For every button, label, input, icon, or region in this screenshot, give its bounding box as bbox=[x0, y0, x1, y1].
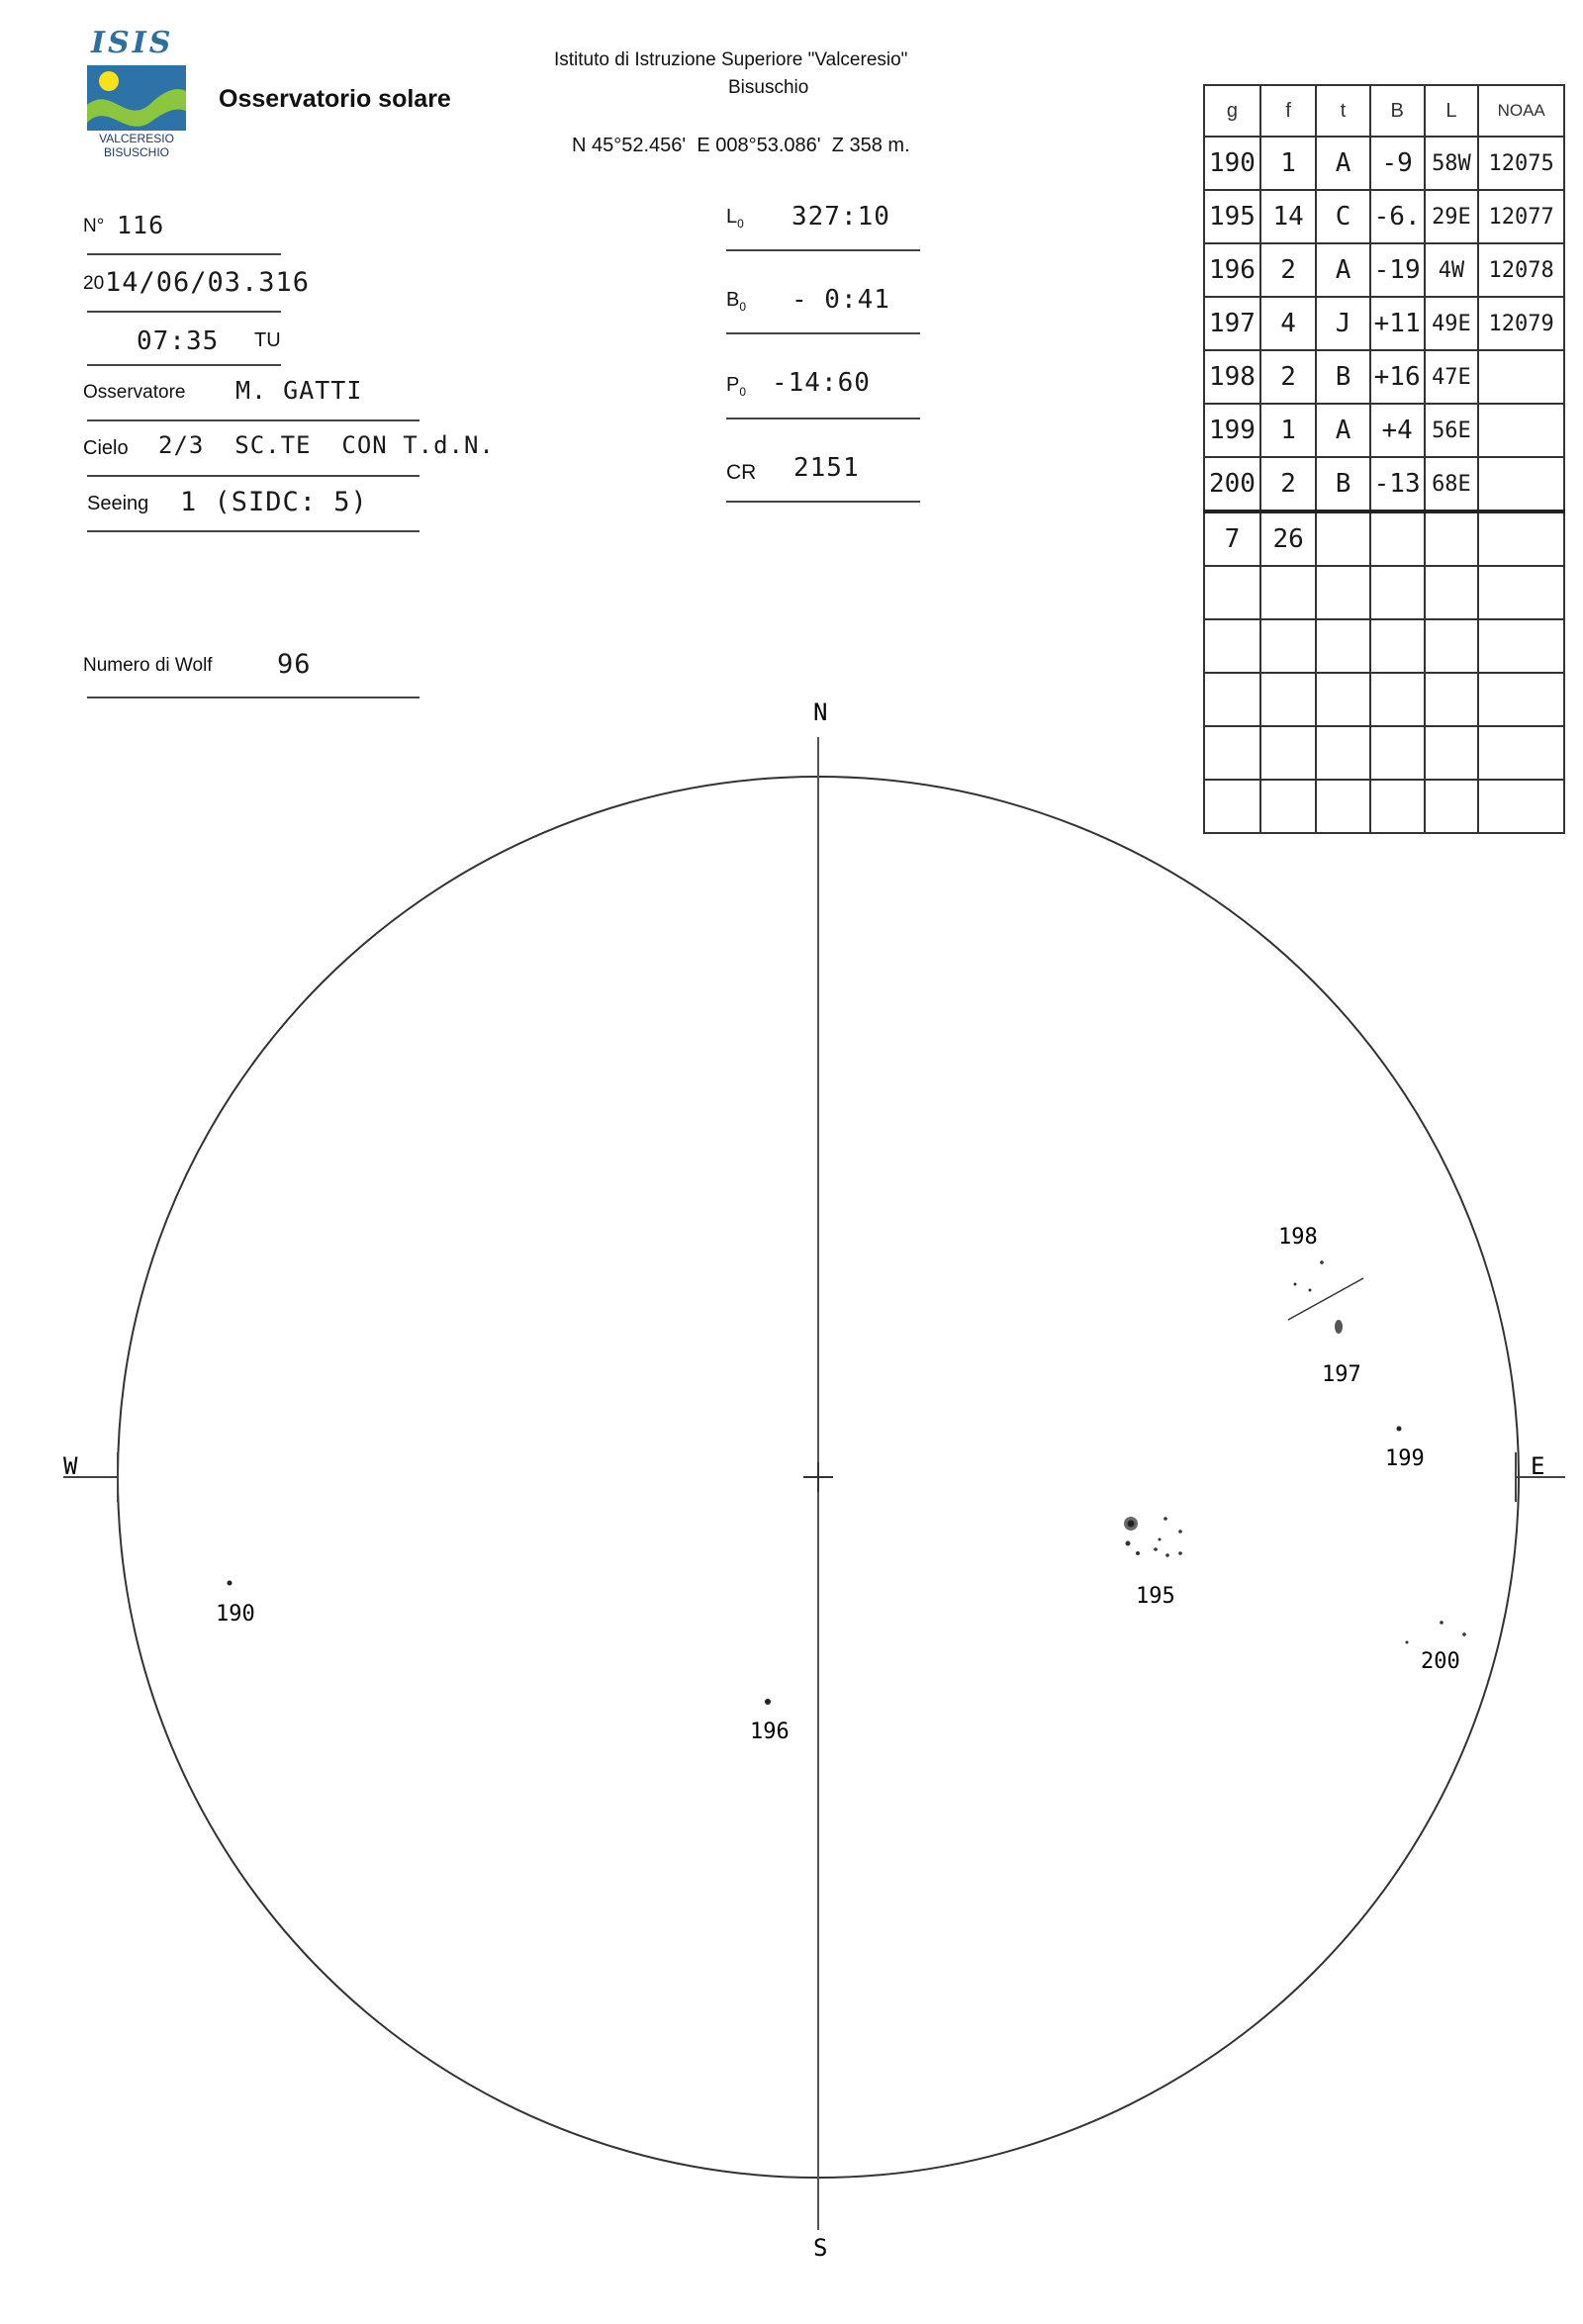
table-cell: 2 bbox=[1260, 243, 1317, 297]
logo-line2: BISUSCHIO bbox=[103, 145, 169, 159]
p0-value: -14:60 bbox=[772, 368, 871, 398]
table-cell: J bbox=[1316, 297, 1369, 350]
group-199-label: 199 bbox=[1385, 1446, 1425, 1471]
table-cell: 195 bbox=[1204, 190, 1260, 243]
table-total-cell: 7 bbox=[1204, 511, 1260, 566]
header-b: B bbox=[1370, 85, 1425, 137]
table-cell: 58W bbox=[1425, 137, 1479, 190]
cr-value: 2151 bbox=[793, 453, 860, 483]
b0-subscript: 0 bbox=[739, 300, 747, 314]
group-200-spot-b bbox=[1462, 1632, 1466, 1636]
table-cell: 56E bbox=[1425, 404, 1479, 457]
table-cell: 2 bbox=[1260, 350, 1317, 404]
group-190-spot bbox=[228, 1581, 233, 1586]
table-cell: 200 bbox=[1204, 457, 1260, 511]
group-190-label: 190 bbox=[216, 1602, 255, 1627]
table-cell: B bbox=[1316, 457, 1369, 511]
table-cell: 49E bbox=[1425, 297, 1479, 350]
table-cell: A bbox=[1316, 137, 1369, 190]
east-label: E bbox=[1531, 1452, 1545, 1480]
group-200-label: 200 bbox=[1421, 1649, 1460, 1674]
table-cell: 4W bbox=[1425, 243, 1479, 297]
obs-time: 07:35 bbox=[137, 326, 220, 356]
table-cell: -13 bbox=[1370, 457, 1425, 511]
obs-number: 116 bbox=[117, 211, 165, 239]
table-cell: -6. bbox=[1370, 190, 1425, 243]
table-cell: 1 bbox=[1260, 404, 1317, 457]
group-198-spot-a bbox=[1320, 1260, 1324, 1264]
table-cell: 4 bbox=[1260, 297, 1317, 350]
group-197-label: 197 bbox=[1322, 1362, 1361, 1387]
header-g: g bbox=[1204, 85, 1260, 137]
l0-letter: L bbox=[726, 206, 738, 228]
p0-subscript: 0 bbox=[739, 385, 747, 399]
obs-date-prefix: 20 bbox=[83, 273, 105, 294]
group-196-label: 196 bbox=[750, 1720, 790, 1744]
l0-subscript: 0 bbox=[737, 217, 744, 231]
table-cell: 12079 bbox=[1478, 297, 1564, 350]
b0-value: - 0:41 bbox=[792, 285, 890, 315]
logo-line1: VALCERESIO bbox=[99, 132, 174, 145]
institute-town: Bisuschio bbox=[728, 77, 809, 98]
group-198-spot-c bbox=[1309, 1289, 1312, 1292]
table-cell: 199 bbox=[1204, 404, 1260, 457]
table-cell: 12077 bbox=[1478, 190, 1564, 243]
b0-letter: B bbox=[726, 289, 740, 311]
table-cell: 47E bbox=[1425, 350, 1479, 404]
wolf-number: 96 bbox=[277, 649, 312, 680]
table-cell: 14 bbox=[1260, 190, 1317, 243]
table-cell: 1 bbox=[1260, 137, 1317, 190]
obs-number-label: N° bbox=[83, 216, 105, 236]
group-200-spot-a bbox=[1440, 1621, 1443, 1625]
l0-value: 327:10 bbox=[792, 202, 890, 232]
obs-time-unit: TU bbox=[254, 329, 281, 351]
group-198-separator bbox=[1288, 1278, 1363, 1320]
seeing-label: Seeing bbox=[87, 493, 149, 514]
group-197-spot bbox=[1335, 1320, 1343, 1334]
header-noaa: NOAA bbox=[1478, 85, 1564, 137]
table-cell: 190 bbox=[1204, 137, 1260, 190]
table-cell: 197 bbox=[1204, 297, 1260, 350]
group-198-spot-b bbox=[1294, 1283, 1297, 1286]
group-196-spot bbox=[765, 1699, 771, 1705]
group-195-label: 195 bbox=[1136, 1584, 1175, 1609]
sky-value: 2/3 SC.TE CON T.d.N. bbox=[158, 431, 495, 459]
table-total-cell: 26 bbox=[1260, 511, 1317, 566]
south-label: S bbox=[813, 2234, 828, 2262]
logo-mark: ISIS bbox=[91, 26, 174, 60]
group-199-spot bbox=[1397, 1427, 1402, 1432]
table-cell: 29E bbox=[1425, 190, 1479, 243]
observer-name: M. GATTI bbox=[235, 376, 363, 405]
station-coordinates: N 45°52.456' E 008°53.086' Z 358 m. bbox=[572, 135, 910, 156]
table-cell: +4 bbox=[1370, 404, 1425, 457]
cr-label: CR bbox=[726, 461, 757, 484]
table-cell: 12075 bbox=[1478, 137, 1564, 190]
table-cell: 2 bbox=[1260, 457, 1317, 511]
west-label: W bbox=[63, 1452, 78, 1480]
wolf-label: Numero di Wolf bbox=[83, 655, 213, 676]
table-cell: 198 bbox=[1204, 350, 1260, 404]
table-cell: A bbox=[1316, 243, 1369, 297]
header-t: t bbox=[1316, 85, 1369, 137]
table-cell: 68E bbox=[1425, 457, 1479, 511]
table-cell: 196 bbox=[1204, 243, 1260, 297]
p0-letter: P bbox=[726, 374, 740, 396]
group-195-spots bbox=[1124, 1517, 1182, 1557]
sky-label: Cielo bbox=[83, 437, 129, 459]
header-f: f bbox=[1260, 85, 1317, 137]
observer-label: Osservatore bbox=[83, 382, 186, 403]
obs-date: 14/06/03.316 bbox=[105, 267, 311, 298]
table-cell: C bbox=[1316, 190, 1369, 243]
group-200-spot-c bbox=[1406, 1641, 1409, 1644]
header-l: L bbox=[1425, 85, 1479, 137]
observatory-title: Osservatorio solare bbox=[219, 85, 451, 113]
table-cell: +11 bbox=[1370, 297, 1425, 350]
table-cell: A bbox=[1316, 404, 1369, 457]
north-label: N bbox=[813, 698, 828, 726]
table-cell: -9 bbox=[1370, 137, 1425, 190]
table-cell: +16 bbox=[1370, 350, 1425, 404]
seeing-value: 1 (SIDC: 5) bbox=[180, 487, 368, 517]
table-cell: -19 bbox=[1370, 243, 1425, 297]
institute-name: Istituto di Istruzione Superiore "Valceresio" bbox=[554, 49, 908, 70]
table-cell: 12078 bbox=[1478, 243, 1564, 297]
table-cell: B bbox=[1316, 350, 1369, 404]
group-198-label: 198 bbox=[1278, 1225, 1318, 1250]
